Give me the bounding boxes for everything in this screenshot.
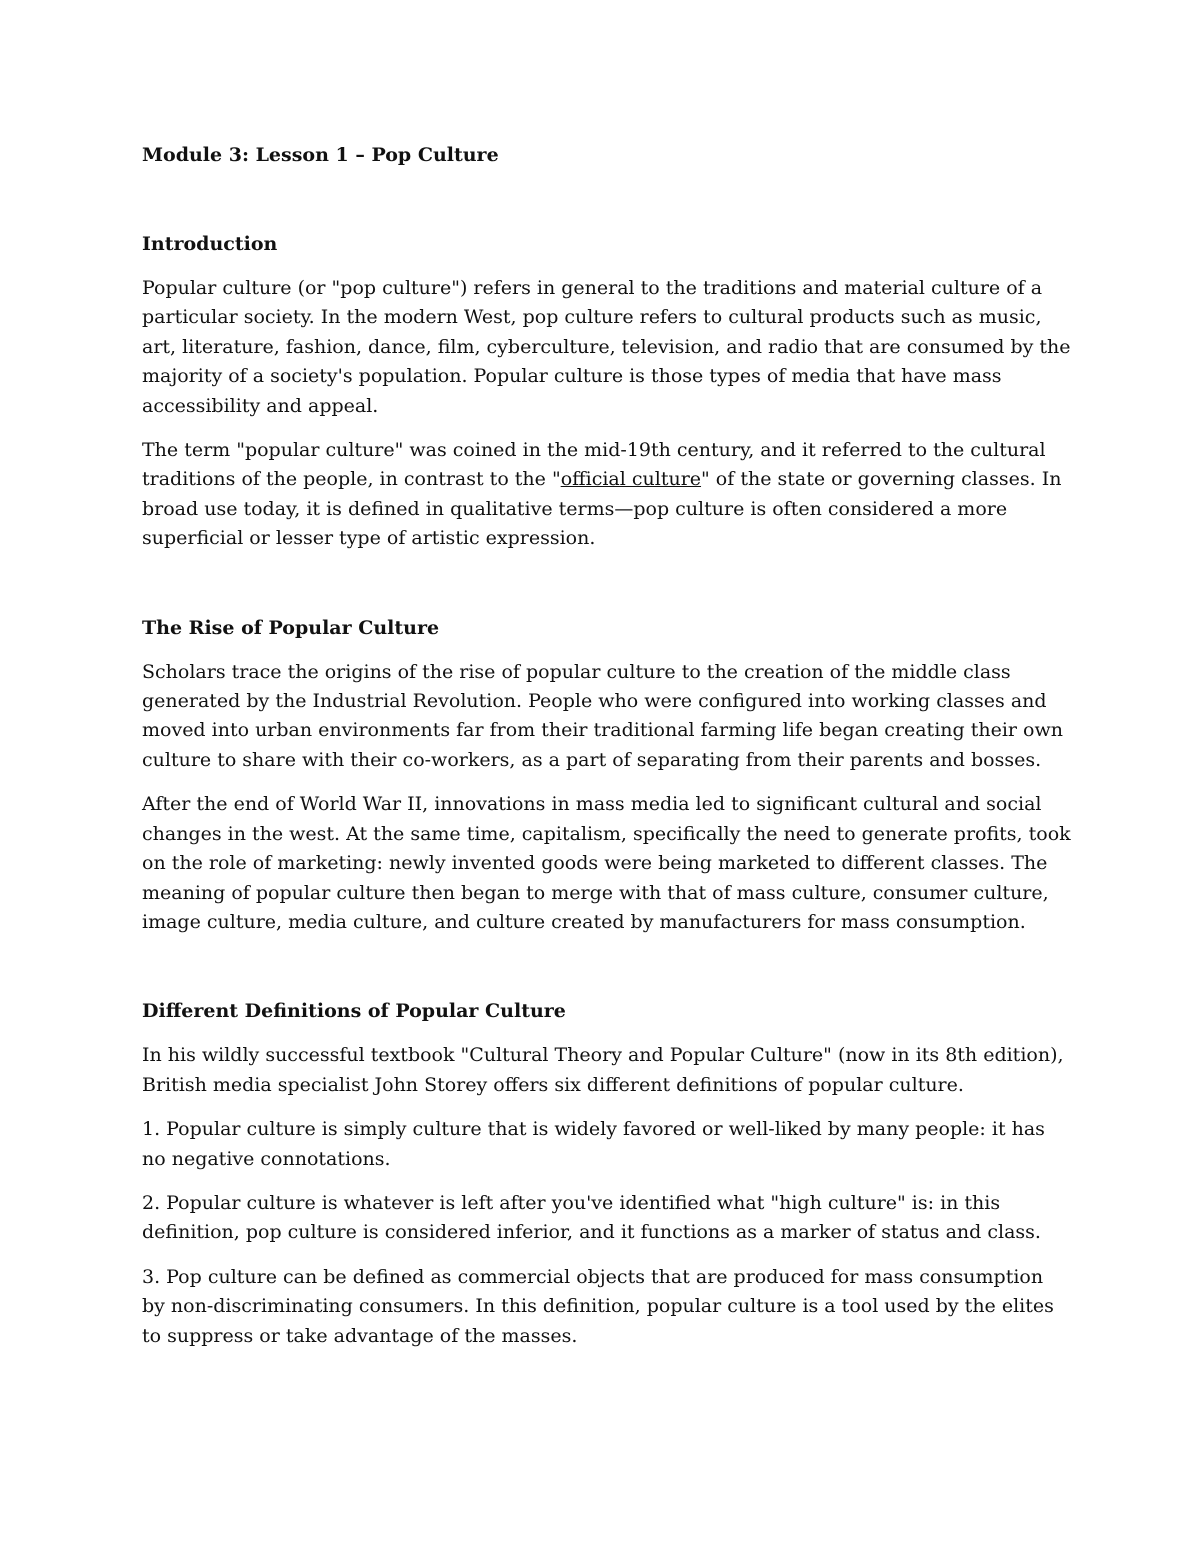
rise-paragraph-1: Scholars trace the origins of the rise of popular culture to the creation of the middle class generated by the Industrial Revolution. People who were configured into working classes and moved into urban environments far from their traditional farming life began creating their own culture to share with their co-workers, as a part of separating from their parents and bosses. — [142, 660, 1063, 771]
document-page — [142, 140, 1072, 1351]
introduction-paragraph-2 — [142, 436, 1072, 554]
definitions-heading: Different Definitions of Popular Culture — [142, 1000, 566, 1023]
introduction-paragraph-2-end: " of the state or governing classes. In broad use today, it is defined in qualitative terms—pop culture is often considered a more superficial or lesser type of artistic expression. — [142, 468, 1062, 550]
introduction-paragraph-1: Popular culture (or "pop culture") refers in general to the traditions and material culture of a particular society. In the modern West, pop culture refers to cultural products such as music, art, literature, fashion, dance, film, cyberculture, television, and radio that are consumed by the majority of a society's population. Popular culture is those types of media that have mass accessibility and appeal. — [142, 277, 1071, 417]
definition-item-1: 1. Popular culture is simply culture that is widely favored or well-liked by many people: it has no negative connotations. — [142, 1118, 1045, 1170]
official-culture-link[interactable]: official culture — [560, 468, 702, 491]
introduction-heading: Introduction — [142, 233, 278, 255]
definitions-paragraph-1: In his wildly successful textbook "Cultural Theory and Popular Culture" (now in its 8th edition), British media specialist John Storey offers six different definitions of popular culture. — [142, 1044, 1064, 1096]
rise-paragraph-2: After the end of World War II, innovations in mass media led to significant cultural and social changes in the west. At the same time, capitalism, specifically the need to generate profits, took on the role of marketing: newly invented goods were being marketed to different classes. The meaning of popular culture then began to merge with that of mass culture, consumer culture, image culture, media culture, and culture created by manufacturers for mass consumption. — [142, 793, 1071, 933]
introduction-paragraph-2-start: The term "popular culture" was coined in the mid-19th century, and it referred to the cultural traditions of the people, in contrast to the " — [142, 439, 1046, 491]
definition-item-2: 2. Popular culture is whatever is left after you've identified what "high culture" is: in this definition, pop culture is considered inferior, and it functions as a marker of status and class. — [142, 1191, 1041, 1244]
document-title: Module 3: Lesson 1 – Pop Culture — [142, 144, 499, 166]
definition-item-3: 3. Pop culture can be defined as commercial objects that are produced for mass consumption by non-discriminating consumers. In this definition, popular culture is a tool used by the elites to suppress or take advantage of the masses. — [142, 1265, 1054, 1347]
rise-heading: The Rise of Popular Culture — [142, 616, 440, 639]
